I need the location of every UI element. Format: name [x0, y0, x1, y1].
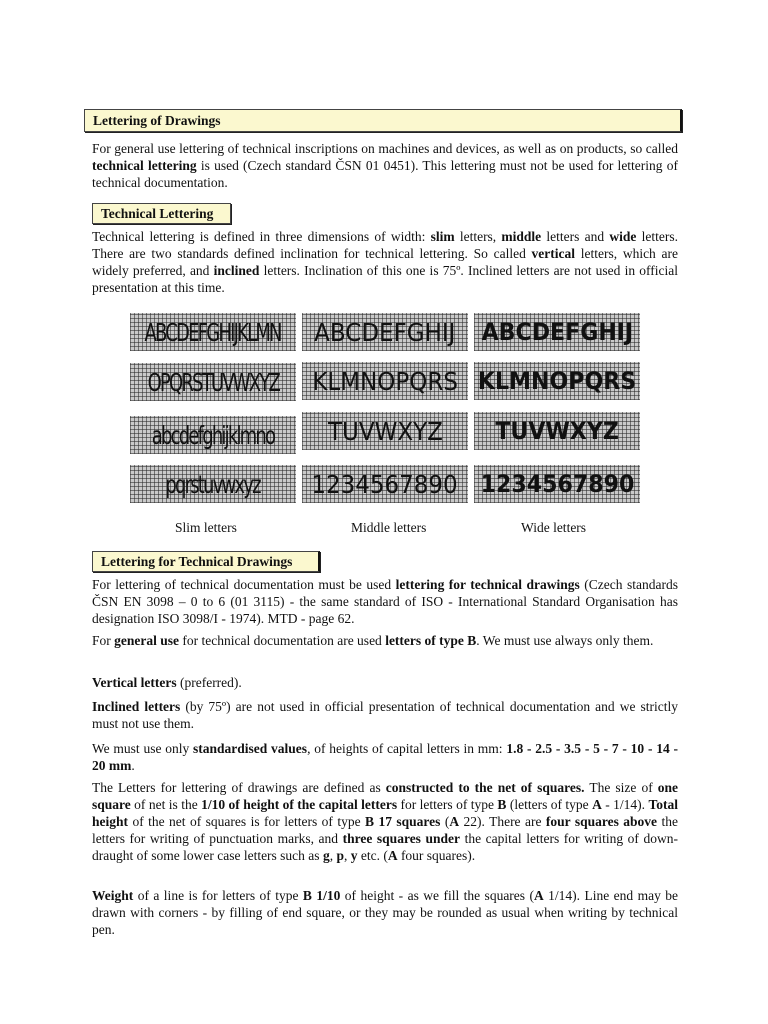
specimen-wide-row-1: ABCDEFGHIJ: [474, 313, 640, 351]
specimen-middle-row-3: TUVWXYZ: [302, 412, 468, 450]
paragraph-technical-lettering: Technical lettering is defined in three dimensions of width: slim letters, middle letters and wide letters. There are two standards defined inclination for technical lettering. So called vertical letters, which are widely preferred, and inclined letters. Inclination of this one is 75º. Inclined letters are not used in official presentation at this time.: [92, 229, 679, 295]
specimen-slim-row-2: OPQRSTUVWXYZ: [130, 363, 296, 401]
specimen-slim-row-4: pqrstuvwxyz: [130, 465, 296, 503]
specimen-wide-row-3: TUVWXYZ: [474, 412, 640, 450]
specimen-wide-row-4: 1234567890: [474, 465, 640, 503]
paragraph-vertical-letters: Vertical letters (preferred).: [92, 675, 242, 690]
paragraph-general-use: For general use lettering of technical inscriptions on machines and devices, as well as on products, so called technical lettering is used (Czech standard ČSN 01 0451). This lettering must not be used for lettering of technical documentation.: [92, 141, 678, 190]
caption-slim-letters: Slim letters: [175, 520, 237, 535]
specimen-slim-row-3: abcdefghijklmno: [130, 416, 296, 454]
specimen-middle-row-2: KLMNOPQRS: [302, 362, 468, 400]
caption-middle-letters: Middle letters: [351, 520, 427, 535]
caption-wide-letters: Wide letters: [521, 520, 587, 535]
section-heading-lettering-of-drawings: Lettering of Drawings: [84, 109, 682, 132]
specimen-wide-row-2: KLMNOPQRS: [474, 362, 640, 400]
paragraph-inclined-letters: Inclined letters (by 75º) are not used in official presentation of technical documentation and we strictly must not use them.: [92, 699, 678, 731]
paragraph-general-use-type-b: For general use for technical documentation are used letters of type B. We must use always only them.: [92, 633, 654, 648]
specimen-middle-row-1: ABCDEFGHIJ: [302, 313, 468, 351]
paragraph-lettering-for-technical-drawings: For lettering of technical documentation must be used lettering for technical drawings (Czech standards ČSN EN 3098 – 0 to 6 (01 3115) - the same standard of ISO - International Standard Organisation has designation ISO 3098/I - 1974). MTD - page 62.: [92, 577, 678, 626]
specimen-slim-row-1: ABCDEFGHIJKLMN: [130, 313, 296, 351]
section-heading-lettering-for-technical-drawings: Lettering for Technical Drawings: [92, 551, 320, 572]
paragraph-net-of-squares: The Letters for lettering of drawings are defined as constructed to the net of squares. The size of one square of net is the 1/10 of height of the capital letters for letters of type B (letters of type A - 1/14). Total height of the net of squares is for letters of type B 17 squares (A 22). There are four squares above the letters for writing of punctuation marks, and three squares under the capital letters for writing of down-draught of some lower case letters such as g, p, y etc. (A four squares).: [92, 780, 679, 863]
paragraph-standardised-values: We must use only standardised values, of heights of capital letters in mm: 1.8 - 2.5 - 3.5 - 5 - 7 - 10 - 14 - 20 mm.: [92, 741, 678, 773]
paragraph-line-weight: Weight of a line is for letters of type B 1/10 of height - as we fill the squares (A 1/14). Line end may be drawn with corners - by filling of end square, or they may be rounded as usual when writing by technical pen.: [92, 888, 679, 937]
section-heading-technical-lettering: Technical Lettering: [92, 203, 231, 224]
specimen-middle-row-4: 1234567890: [302, 465, 468, 503]
